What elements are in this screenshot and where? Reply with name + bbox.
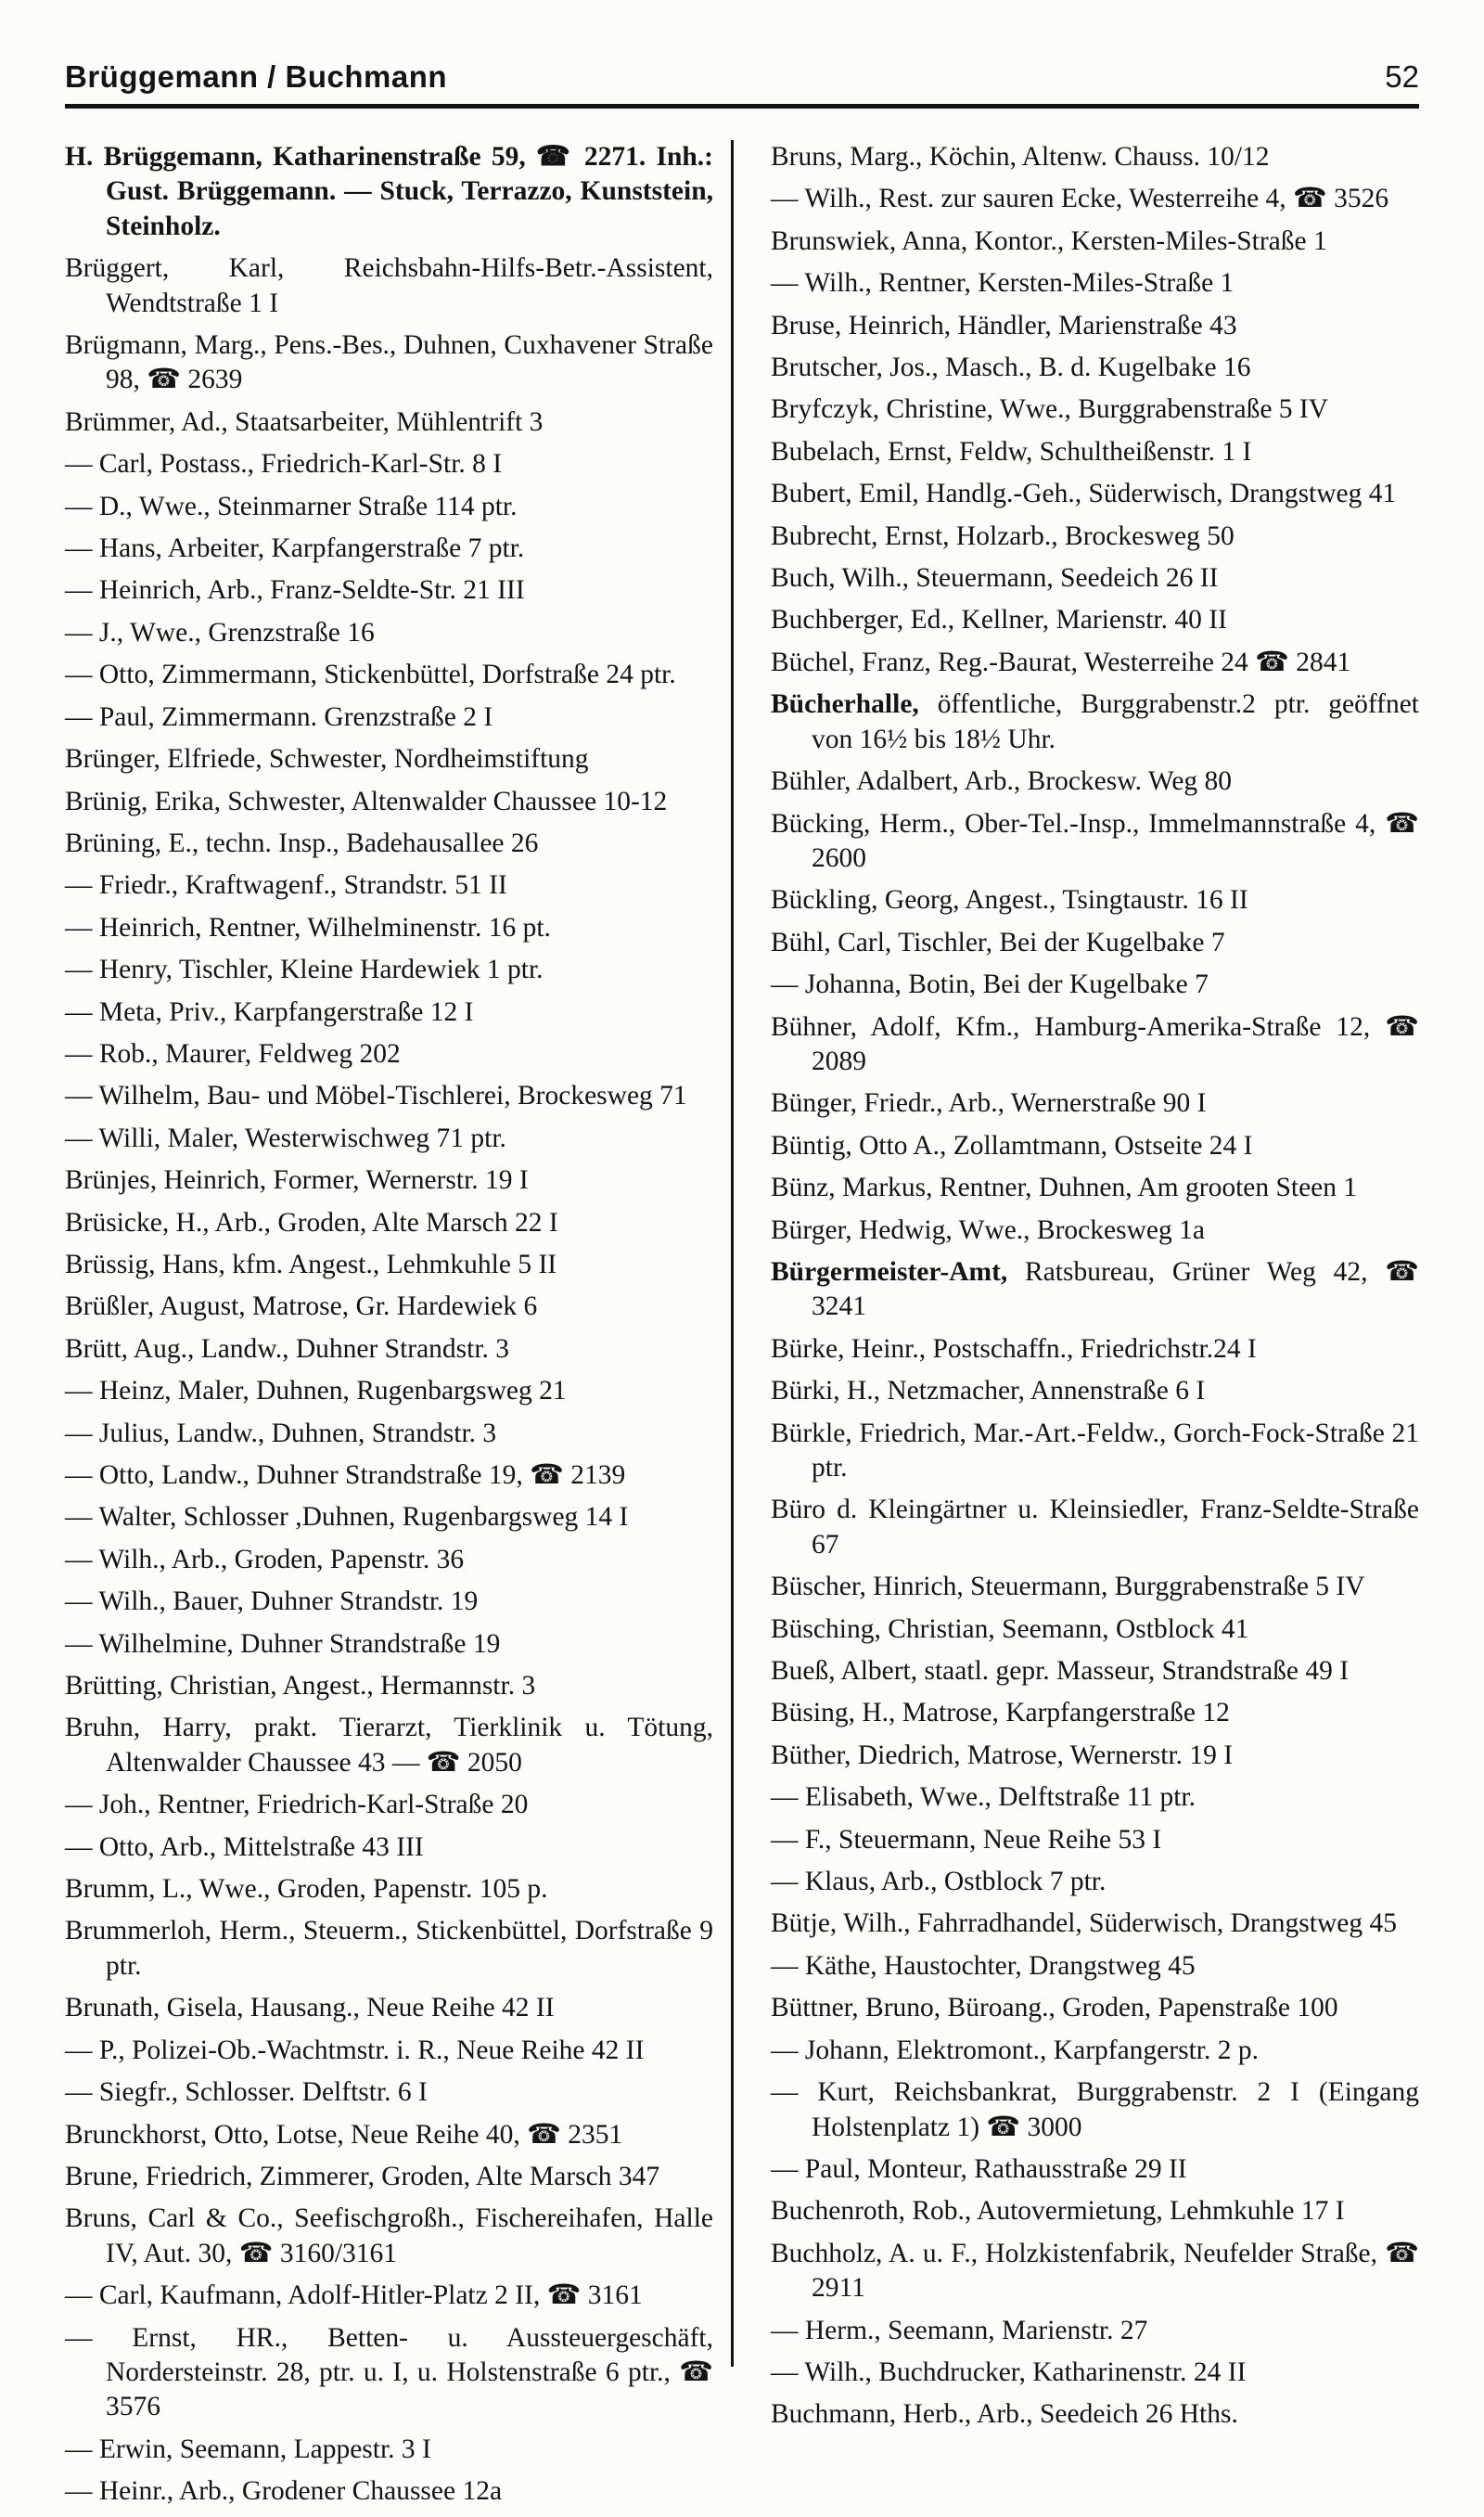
entry-text: Bütje, Wilh., Fahrradhandel, Süderwisch, Drangstweg 45 — [771, 1908, 1397, 1939]
directory-entry — [771, 1612, 1419, 1647]
directory-entry — [65, 405, 713, 440]
entry-text: — Henry, Tischler, Kleine Hardewiek 1 ptr. — [65, 955, 544, 985]
entry-text: — Wilh., Arb., Groden, Papenstr. 36 — [65, 1544, 465, 1574]
entry-text: Brüssig, Hans, kfm. Angest., Lehmkuhle 5 II — [65, 1249, 557, 1279]
entry-text: Bürkle, Friedrich, Mar.-Art.-Feldw., Gorch-Fock-Straße 21 ptr. — [771, 1418, 1419, 1483]
directory-entry — [771, 1332, 1419, 1367]
directory-entry — [65, 490, 713, 524]
directory-entry — [771, 225, 1419, 259]
entry-text: Bünger, Friedr., Arb., Wernerstraße 90 I — [771, 1088, 1207, 1119]
directory-entry — [65, 140, 713, 244]
page-header — [65, 37, 1419, 95]
directory-entry — [65, 1788, 713, 1822]
directory-entry — [65, 1290, 713, 1324]
directory-entry — [771, 140, 1419, 174]
entry-text: Brune, Friedrich, Zimmerer, Groden, Alte Marsch 347 — [65, 2161, 660, 2191]
entry-text: Büsching, Christian, Seemann, Ostblock 41 — [771, 1613, 1249, 1644]
entry-text: Büsing, H., Matrose, Karpfangerstraße 12 — [771, 1698, 1230, 1728]
directory-entry — [771, 1949, 1419, 1984]
directory-entry — [771, 1907, 1419, 1941]
entry-text: Bubrecht, Ernst, Holzarb., Brockesweg 50 — [771, 520, 1235, 551]
entry-text: Bruns, Carl & Co., Seefischgroßh., Fischereihafen, Halle IV, Aut. 30, ☎ 3160/3161 — [65, 2203, 713, 2268]
entry-text: — D., Wwe., Steinmarner Straße 114 ptr. — [65, 491, 518, 521]
entry-text: — Herm., Seemann, Marienstr. 27 — [771, 2315, 1148, 2345]
directory-entry — [771, 603, 1419, 637]
entry-text: Büntig, Otto A., Zollamtmann, Ostseite 24 I — [771, 1130, 1253, 1161]
entry-text: Brümmer, Ad., Staatsarbeiter, Mühlentrift 3 — [65, 406, 544, 437]
directory-entry — [65, 1079, 713, 1113]
directory-entry — [771, 309, 1419, 343]
directory-entry — [771, 266, 1419, 301]
entry-text: — Otto, Zimmermann, Stickenbüttel, Dorfstraße 24 ptr. — [65, 660, 676, 690]
directory-entry — [65, 1122, 713, 1156]
column-divider — [731, 140, 734, 2367]
entry-text: Büscher, Hinrich, Steuermann, Burggrabenstraße 5 IV — [771, 1572, 1365, 1602]
directory-entry — [771, 687, 1419, 757]
entry-text: Brünger, Elfriede, Schwester, Nordheimstiftung — [65, 744, 589, 775]
entry-text: — Friedr., Kraftwagenf., Strandstr. 51 II — [65, 870, 507, 901]
directory-entry — [771, 2356, 1419, 2390]
entry-text: Büther, Diedrich, Matrose, Wernerstr. 19 I — [771, 1740, 1234, 1770]
directory-entry — [771, 1255, 1419, 1325]
directory-entry — [65, 1830, 713, 1865]
entry-text: Bücking, Herm., Ober-Tel.-Insp., Immelmannstraße 4, ☎ 2600 — [771, 808, 1419, 873]
entry-text: — Wilh., Rest. zur sauren Ecke, Westerreihe 4, ☎ 3526 — [771, 184, 1389, 214]
directory-entry — [65, 1585, 713, 1619]
entry-text: Buchberger, Ed., Kellner, Marienstr. 40 II — [771, 605, 1227, 636]
directory-entry — [65, 616, 713, 650]
entry-text: Bühner, Adolf, Kfm., Hamburg-Amerika-Straße 12, ☎ 2089 — [771, 1011, 1419, 1076]
entry-text: Buch, Wilh., Steuermann, Seedeich 26 II — [771, 563, 1219, 594]
directory-entry — [771, 646, 1419, 680]
directory-entry — [65, 1711, 713, 1780]
directory-entry — [771, 1865, 1419, 1899]
entry-text: Brünjes, Heinrich, Former, Wernerstr. 19 I — [65, 1165, 529, 1196]
directory-entry — [771, 1823, 1419, 1857]
directory-entry — [65, 658, 713, 692]
directory-entry — [65, 1872, 713, 1907]
entry-text: Brunswiek, Anna, Kontor., Kersten-Miles-Straße 1 — [771, 225, 1327, 256]
directory-entry — [65, 1458, 713, 1493]
directory-entry — [65, 2034, 713, 2068]
entry-text: — Rob., Maurer, Feldweg 202 — [65, 1038, 401, 1069]
directory-entry — [771, 392, 1419, 427]
directory-entry — [65, 1543, 713, 1577]
entry-text: — Willi, Maler, Westerwischweg 71 ptr. — [65, 1123, 506, 1153]
directory-entry — [65, 953, 713, 987]
directory-entry — [65, 827, 713, 861]
entry-text: Katharinenstraße 59, ☎ 2271. Inh.: Gust. Brüggemann. — Stuck, Terrazzo, Kunststein, Steinholz. — [106, 142, 713, 241]
directory-entry — [65, 1627, 713, 1662]
entry-text: Brummerloh, Herm., Steuerm., Stickenbüttel, Dorfstraße 9 ptr. — [65, 1916, 713, 1981]
entry-text: Brunath, Gisela, Hausang., Neue Reihe 42 II — [65, 1993, 555, 2023]
right-column — [741, 140, 1419, 2517]
running-title: Brüggemann / Buchmann — [65, 59, 448, 94]
entry-text: — Kurt, Reichsbankrat, Burggrabenstr. 2 I (Eingang Holstenplatz 1) ☎ 3000 — [771, 2077, 1419, 2142]
directory-entry — [65, 1332, 713, 1367]
directory-entry — [65, 2433, 713, 2467]
entry-text: Bürke, Heinr., Postschaffn., Friedrichstr.24 I — [771, 1333, 1257, 1364]
directory-entry — [771, 807, 1419, 877]
directory-entry — [771, 2237, 1419, 2306]
entry-text: Bueß, Albert, staatl. gepr. Masseur, Strandstraße 49 I — [771, 1656, 1350, 1687]
entry-text: Brunckhorst, Otto, Lotse, Neue Reihe 40, ☎ 2351 — [65, 2119, 623, 2150]
entry-text: Ratsbureau, Grüner Weg 42, ☎ 3241 — [812, 1256, 1419, 1322]
entry-text: — Wilh., Bauer, Duhner Strandstr. 19 — [65, 1586, 479, 1617]
directory-entry — [771, 1991, 1419, 2025]
entry-text: — Walter, Schlosser ,Duhnen, Rugenbargsweg 14 I — [65, 1502, 629, 1533]
directory-entry — [771, 1010, 1419, 1080]
entry-text: — J., Wwe., Grenzstraße 16 — [65, 617, 375, 648]
directory-entry — [65, 2474, 713, 2509]
entry-text: — Julius, Landw., Duhnen, Strandstr. 3 — [65, 1418, 497, 1448]
directory-entry — [771, 926, 1419, 960]
entry-text: — Elisabeth, Wwe., Delftstraße 11 ptr. — [771, 1782, 1196, 1813]
entry-text: — F., Steuermann, Neue Reihe 53 I — [771, 1824, 1162, 1855]
directory-entry — [65, 785, 713, 819]
directory-entry — [771, 1780, 1419, 1815]
directory-entry — [65, 1417, 713, 1451]
directory-entry — [65, 995, 713, 1030]
entry-bold-name: Bücherhalle, — [771, 689, 938, 720]
entry-text: Bünz, Markus, Rentner, Duhnen, Am grooten Steen 1 — [771, 1173, 1358, 1203]
directory-entry — [771, 1696, 1419, 1730]
entry-text: Buchholz, A. u. F., Holzkistenfabrik, Neufelder Straße, ☎ 2911 — [771, 2238, 1419, 2304]
entry-text: Bryfczyk, Christine, Wwe., Burggrabenstraße 5 IV — [771, 394, 1329, 425]
directory-entry — [771, 1086, 1419, 1121]
directory-entry — [771, 520, 1419, 554]
directory-entry — [771, 1129, 1419, 1163]
directory-entry — [771, 435, 1419, 469]
entry-text: — Hans, Arbeiter, Karpfangerstraße 7 ptr. — [65, 533, 525, 564]
entry-text: — Carl, Postass., Friedrich-Karl-Str. 8 I — [65, 449, 503, 480]
directory-entry — [65, 328, 713, 398]
entry-text: — Paul, Zimmermann. Grenzstraße 2 I — [65, 701, 493, 732]
directory-entry — [65, 1206, 713, 1240]
entry-text: Brütt, Aug., Landw., Duhner Strandstr. 3 — [65, 1333, 510, 1364]
entry-text: — Klaus, Arb., Ostblock 7 ptr. — [771, 1867, 1107, 1897]
entry-text: — Otto, Arb., Mittelstraße 43 III — [65, 1831, 424, 1862]
directory-entry — [65, 2160, 713, 2194]
directory-entry — [771, 2152, 1419, 2187]
entry-text: Bruhn, Harry, prakt. Tierarzt, Tierklinik u. Tötung, Altenwalder Chaussee 43 — ☎ 2050 — [65, 1713, 713, 1778]
entry-text: Brüßler, August, Matrose, Gr. Hardewiek 6 — [65, 1291, 538, 1322]
entry-text: Brünig, Erika, Schwester, Altenwalder Chaussee 10-12 — [65, 786, 668, 816]
directory-entry — [65, 911, 713, 945]
header-rule — [65, 104, 1419, 109]
entry-text: — Joh., Rentner, Friedrich-Karl-Straße 20 — [65, 1790, 529, 1820]
entry-text: — Heinr., Arb., Grodener Chaussee 12a — [65, 2476, 503, 2507]
entry-text: öffentliche, Burggrabenstr.2 ptr. geöffnet von 16½ bis 18½ Uhr. — [812, 689, 1419, 754]
entry-bold-name: H. Brüggemann, — [65, 142, 274, 172]
entry-text: Bruns, Marg., Köchin, Altenw. Chauss. 10/12 — [771, 142, 1270, 172]
directory-entry — [771, 561, 1419, 596]
entry-text: Brumm, L., Wwe., Groden, Papenstr. 105 p. — [65, 1874, 548, 1905]
directory-entry — [65, 700, 713, 735]
directory-entry — [771, 1171, 1419, 1205]
entry-text: Büro d. Kleingärtner u. Kleinsiedler, Franz-Seldte-Straße 67 — [771, 1495, 1419, 1560]
directory-entry — [65, 447, 713, 482]
entry-text: — Käthe, Haustochter, Drangstweg 45 — [771, 1950, 1196, 1981]
entry-text: Buchenroth, Rob., Autovermietung, Lehmkuhle 17 I — [771, 2196, 1345, 2227]
directory-entry — [65, 532, 713, 566]
directory-entry — [65, 1248, 713, 1282]
entry-text: Brüsicke, H., Arb., Groden, Alte Marsch 22 I — [65, 1207, 558, 1238]
left-column — [65, 140, 741, 2517]
entry-text: — Siegfr., Schlosser. Delftstr. 6 I — [65, 2077, 428, 2108]
directory-entry — [65, 251, 713, 321]
directory-entry — [771, 968, 1419, 1002]
entry-text: Brutscher, Jos., Masch., B. d. Kugelbake 16 — [771, 353, 1251, 383]
entry-text: — P., Polizei-Ob.-Wachtmstr. i. R., Neue Reihe 42 II — [65, 2035, 645, 2065]
directory-entry — [771, 1570, 1419, 1604]
directory-entry — [771, 1374, 1419, 1408]
directory-entry — [771, 477, 1419, 511]
directory-entry — [65, 2075, 713, 2110]
entry-text: — Meta, Priv., Karpfangerstraße 12 I — [65, 996, 474, 1027]
directory-entry — [771, 883, 1419, 918]
entry-text: — Wilh., Buchdrucker, Katharinenstr. 24 II — [771, 2356, 1247, 2387]
directory-entry — [771, 1214, 1419, 1248]
entry-text: — Johann, Elektromont., Karpfangerstr. 2 p. — [771, 2035, 1259, 2065]
directory-entry — [771, 764, 1419, 799]
entry-text: — Heinrich, Rentner, Wilhelminenstr. 16 pt. — [65, 912, 551, 943]
directory-entry — [771, 1654, 1419, 1689]
directory-entry — [65, 1500, 713, 1535]
page-number: 52 — [1385, 59, 1419, 94]
directory-entry — [65, 868, 713, 903]
entry-text: — Johanna, Botin, Bei der Kugelbake 7 — [771, 970, 1209, 1000]
directory-entry — [65, 2279, 713, 2313]
entry-text: Büttner, Bruno, Büroang., Groden, Papenstraße 100 — [771, 1993, 1338, 2023]
directory-entry — [65, 1037, 713, 1072]
directory-entry — [771, 182, 1419, 216]
entry-bold-name: Bürgermeister-Amt, — [771, 1256, 1026, 1287]
directory-entry — [771, 351, 1419, 385]
entry-text: Bückling, Georg, Angest., Tsingtaustr. 16 II — [771, 885, 1248, 916]
entry-text: Bühl, Carl, Tischler, Bei der Kugelbake 7 — [771, 927, 1225, 957]
entry-text: Brütting, Christian, Angest., Hermannstr. 3 — [65, 1671, 536, 1702]
entry-text: — Wilhelmine, Duhner Strandstraße 19 — [65, 1628, 501, 1659]
entry-text: — Wilhelm, Bau- und Möbel-Tischlerei, Brockesweg 71 — [65, 1081, 687, 1111]
entry-text: — Heinz, Maler, Duhnen, Rugenbargsweg 21 — [65, 1376, 567, 1406]
directory-entry — [65, 1991, 713, 2025]
entry-text: — Carl, Kaufmann, Adolf-Hitler-Platz 2 II, ☎ 3161 — [65, 2280, 643, 2311]
directory-entry — [771, 2397, 1419, 2432]
entry-text: Bürki, H., Netzmacher, Annenstraße 6 I — [771, 1376, 1206, 1406]
directory-entry — [771, 1417, 1419, 1486]
directory-entry — [771, 2194, 1419, 2228]
entry-text: Bubert, Emil, Handlg.-Geh., Süderwisch, Drangstweg 41 — [771, 479, 1397, 509]
entry-text: Büchel, Franz, Reg.-Baurat, Westerreihe 24 ☎ 2841 — [771, 647, 1351, 677]
entry-text: Bühler, Adalbert, Arb., Brockesw. Weg 80 — [771, 766, 1233, 797]
directory-entry — [65, 2118, 713, 2152]
entry-text: Brüggert, Karl, Reichsbahn-Hilfs-Betr.-Assistent, Wendtstraße 1 I — [65, 253, 713, 318]
directory-entry — [771, 1739, 1419, 1773]
directory-entry — [771, 2075, 1419, 2145]
entry-text: Brüning, E., techn. Insp., Badehausallee 26 — [65, 828, 539, 858]
directory-entry — [771, 2314, 1419, 2348]
directory-entry — [65, 1374, 713, 1408]
directory-entry — [65, 2202, 713, 2271]
entry-text: — Erwin, Seemann, Lappestr. 3 I — [65, 2434, 431, 2464]
entry-text: — Ernst, HR., Betten- u. Aussteuergeschäft, Nordersteinstr. 28, ptr. u. I, u. Holstenstraße 6 ptr., ☎ 3576 — [65, 2322, 713, 2422]
entry-text: Bruse, Heinrich, Händler, Marienstraße 43 — [771, 310, 1237, 340]
entry-text: Brügmann, Marg., Pens.-Bes., Duhnen, Cuxhavener Straße 98, ☎ 2639 — [65, 330, 713, 395]
directory-entry — [65, 573, 713, 608]
entry-text: Bürger, Hedwig, Wwe., Brockesweg 1a — [771, 1214, 1205, 1245]
directory-entry — [65, 742, 713, 777]
entry-columns — [65, 140, 1419, 2517]
entry-text: Bubelach, Ernst, Feldw, Schultheißenstr. 1 I — [771, 436, 1252, 467]
entry-text: — Heinrich, Arb., Franz-Seldte-Str. 21 III — [65, 575, 525, 606]
entry-text: — Otto, Landw., Duhner Strandstraße 19, ☎ 2139 — [65, 1460, 626, 1490]
entry-text: — Wilh., Rentner, Kersten-Miles-Straße 1 — [771, 268, 1235, 299]
directory-entry — [65, 2321, 713, 2425]
directory-entry — [65, 1669, 713, 1703]
entry-text: Buchmann, Herb., Arb., Seedeich 26 Hths. — [771, 2399, 1238, 2430]
directory-entry — [65, 1163, 713, 1198]
directory-entry — [771, 1493, 1419, 1562]
directory-entry — [65, 1914, 713, 1984]
entry-text: — Paul, Monteur, Rathausstraße 29 II — [771, 2153, 1187, 2184]
directory-entry — [771, 2034, 1419, 2068]
